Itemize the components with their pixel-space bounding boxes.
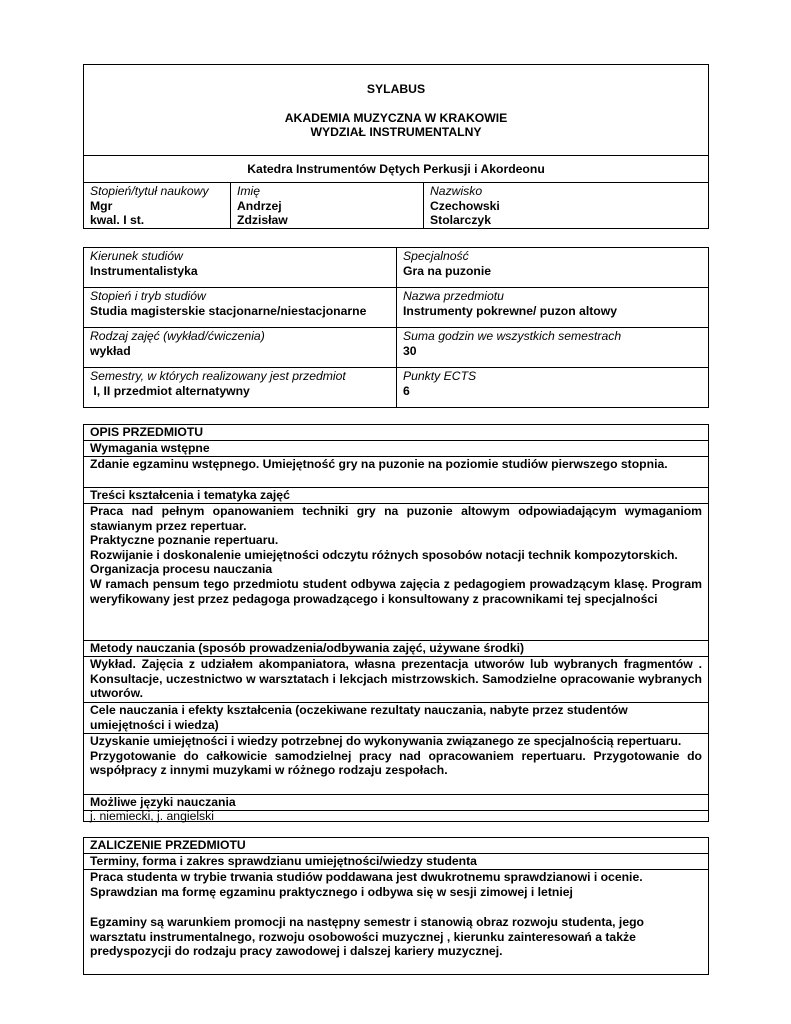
- terms-label-row: [84, 854, 708, 870]
- assessment-table: [83, 837, 709, 975]
- assessment-heading: ZALICZENIE PRZEDMIOTU: [90, 838, 246, 852]
- assessment-body: [84, 870, 708, 974]
- methods-row: [84, 657, 708, 703]
- surname-value: Czechowski: [430, 198, 500, 213]
- description-heading: OPIS PRZEDMIOTU: [90, 425, 204, 439]
- specialty-label: Specjalność: [403, 249, 469, 263]
- surname-cell: [424, 183, 708, 228]
- field-value: Instrumentalistyka: [90, 263, 198, 278]
- header-table: [83, 64, 709, 229]
- assessment-paragraph: Praca studenta w trybie trwania studiów poddawana jest dwukrotnemu sprawdzianowi i ocenie.: [90, 870, 643, 884]
- degree-cell: [84, 183, 231, 228]
- content-row: [84, 504, 708, 641]
- methods-label-row: [84, 641, 708, 657]
- prereq-row: [84, 457, 708, 488]
- content-paragraph: W ramach pensum tego przedmiotu student odbywa zajęcia z pedagogiem prowadzącym klasę. Program weryfikowany jest przez pedagoga prowadzącego i konsultowany z pracownikami tej specjalności: [90, 576, 702, 606]
- prereq-text: Zdanie egzaminu wstępnego. Umiejętność gry na puzonie na poziomie studiów pierwszego stopnia.: [90, 457, 668, 471]
- name-value: Zdzisław: [237, 213, 288, 228]
- assessment-heading-row: [84, 838, 708, 854]
- type-value: wykład: [90, 343, 131, 358]
- methods-text: Wykład. Zajęcia z udziałem akompaniatora, własna prezentacja utworów lub wybranych fragmentów . Konsultacje, uczestnictwo w warsztatach i lekcjach mistrzowskich. Samodzielne opracowanie wybranych utworów.: [90, 657, 702, 701]
- languages-value: j. niemiecki, j. angielski: [90, 809, 214, 823]
- name-cell: [231, 183, 424, 228]
- document-title: SYLABUS: [366, 82, 426, 96]
- prereq-label-row: [84, 441, 708, 457]
- goals-row: [84, 734, 708, 795]
- hours-value: 30: [403, 343, 417, 358]
- faculty-name: WYDZIAŁ INSTRUMENTALNY: [310, 125, 482, 140]
- department-row: [84, 156, 708, 183]
- semesters-label: Semestry, w których realizowany jest przedmiot: [90, 369, 346, 383]
- surname-label: Nazwisko: [430, 184, 483, 198]
- level-label: Stopień i tryb studiów: [90, 289, 206, 303]
- academy-name: AKADEMIA MUZYCZNA W KRAKOWIE: [284, 110, 508, 125]
- degree-label: Stopień/tytuł naukowy: [90, 184, 209, 198]
- methods-label: Metody nauczania (sposób prowadzenia/odbywania zajęć, używane środki): [90, 641, 525, 655]
- info-table: [83, 247, 709, 408]
- content-paragraph: Rozwijanie i doskonalenie umiejętności odczytu różnych sposobów notacji technik kompozytorskich.: [90, 547, 678, 562]
- semesters-value: I, II przedmiot alternatywny: [90, 383, 250, 398]
- assessment-paragraph: Sprawdzian ma formę egzaminu praktycznego i odbywa się w sesji zimowej i letniej: [90, 884, 573, 899]
- goals-label-row: [84, 703, 708, 734]
- info-row-3: [84, 328, 708, 368]
- description-heading-row: [84, 425, 708, 441]
- type-label: Rodzaj zajęć (wykład/ćwiczenia): [90, 329, 265, 343]
- subject-label: Nazwa przedmiotu: [403, 289, 504, 303]
- department-name: Katedra Instrumentów Dętych Perkusji i Akordeonu: [247, 162, 545, 176]
- terms-label: Terminy, forma i zakres sprawdzianu umiejętności/wiedzy studenta: [90, 854, 477, 868]
- field-label: Kierunek studiów: [90, 249, 183, 263]
- degree-value: kwal. I st.: [90, 213, 145, 228]
- goals-label: Cele nauczania i efekty kształcenia (oczekiwane rezultaty nauczania, nabyte przez studentów umiejętności i wiedza): [90, 703, 628, 732]
- name-value: Andrzej: [237, 198, 282, 213]
- goals-paragraph: Uzyskanie umiejętności i wiedzy potrzebnej do wykonywania związanego ze specjalnością repertuaru.: [90, 734, 682, 748]
- ects-value: 6: [403, 383, 410, 398]
- content-paragraph: Praca nad pełnym opanowaniem techniki gry na puzonie altowym odpowiadającym wymaganiom stawianym przez repertuar.: [90, 504, 702, 533]
- ects-label: Punkty ECTS: [403, 369, 477, 383]
- content-paragraph: Praktyczne poznanie repertuaru.: [90, 533, 279, 548]
- languages-row: [84, 811, 708, 823]
- description-table: [83, 424, 709, 822]
- info-row-2: [84, 288, 708, 328]
- languages-label: Możliwe języki nauczania: [90, 795, 236, 809]
- content-label: Treści kształcenia i tematyka zajęć: [90, 488, 290, 502]
- info-row-4: [84, 368, 708, 407]
- organization-heading: Organizacja procesu nauczania: [90, 562, 273, 577]
- level-value: Studia magisterskie stacjonarne/niestacjonarne: [90, 303, 367, 318]
- teacher-row: [84, 183, 708, 228]
- name-label: Imię: [237, 184, 261, 198]
- surname-value: Stolarczyk: [430, 213, 491, 228]
- header-row: [84, 65, 708, 156]
- subject-value: Instrumenty pokrewne/ puzon altowy: [403, 303, 617, 318]
- specialty-value: Gra na puzonie: [403, 263, 492, 278]
- assessment-paragraph: Egzaminy są warunkiem promocji na następny semestr i stanowią obraz rozwoju studenta, jego warsztatu instrumentalnego, rozwoju osobowości muzycznej , kierunku zainteresowań a także predyspozycji do rodzaju pracy zawodowej i dalszej kariery muzycznej.: [90, 915, 644, 959]
- prereq-label: Wymagania wstępne: [90, 441, 210, 455]
- content-label-row: [84, 488, 708, 504]
- degree-value: Mgr: [90, 198, 113, 213]
- info-row-1: [84, 248, 708, 288]
- hours-label: Suma godzin we wszystkich semestrach: [403, 329, 622, 343]
- goals-paragraph: Przygotowanie do całkowicie samodzielnej pracy nad opracowaniem repertuaru. Przygotowanie do współpracy z innymi muzykami w różnego rodzaju zespołach.: [90, 748, 702, 778]
